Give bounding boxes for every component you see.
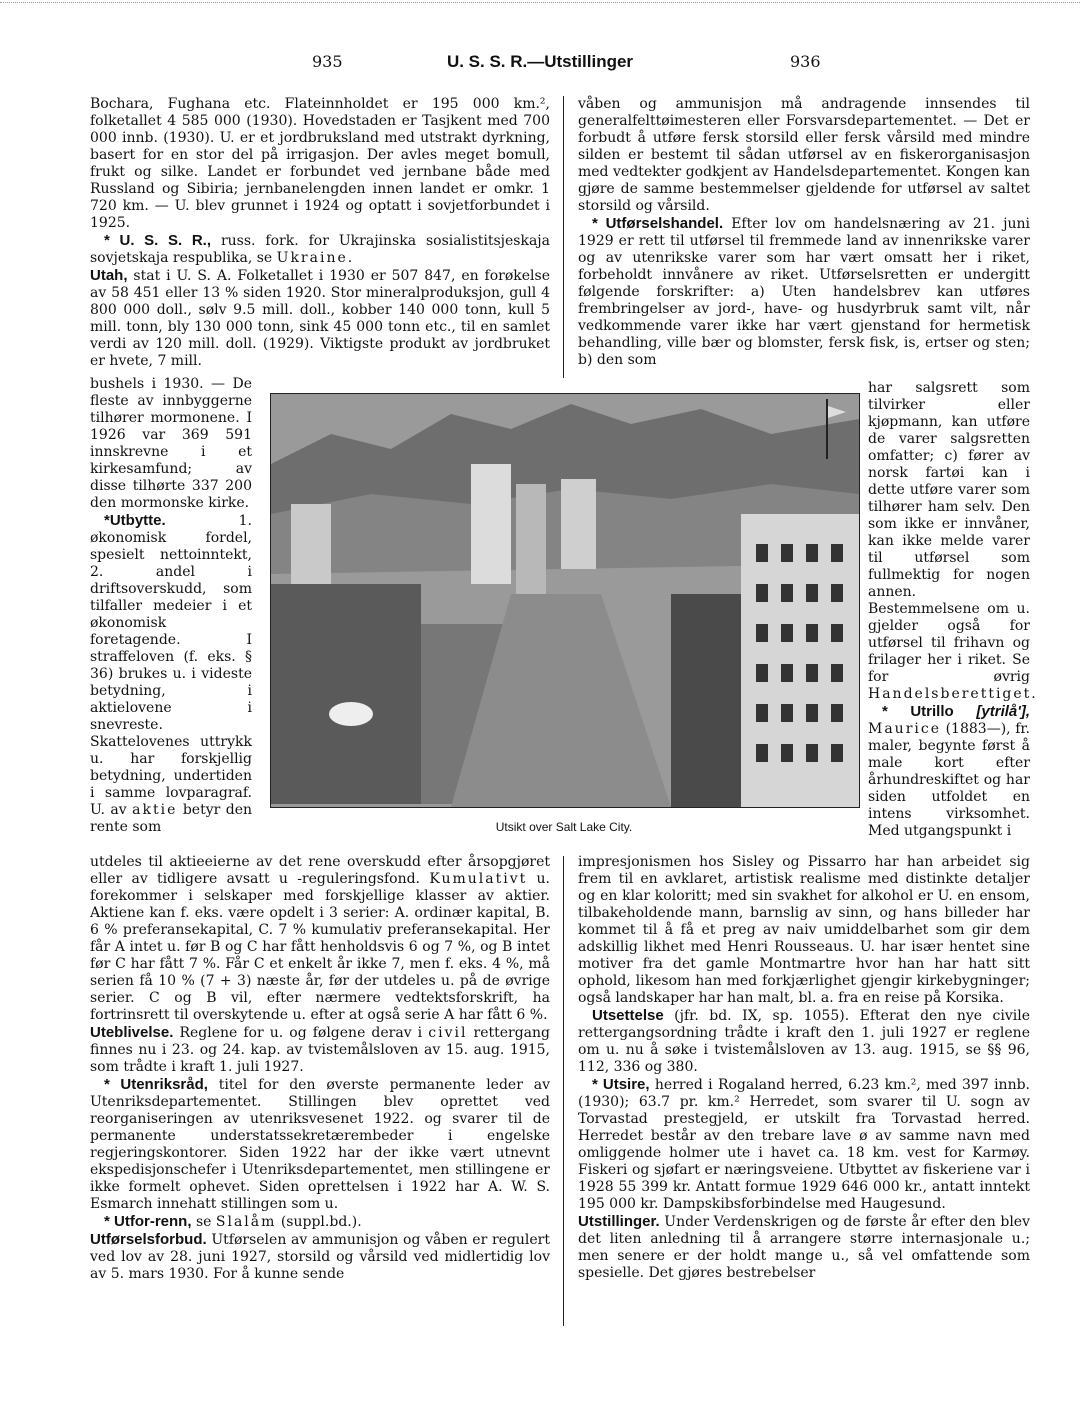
entry-utrillo-cont: impresjonismen hos Sisley og Pissarro har han arbeidet sig frem til en avklaret, artistisk realisme med distinkte detaljer og en klar koloritt; med sin svakhet for alkohol er U. en ensom, tilbakeholdende mann, barnslig av sinn, og hans billeder har kommet til å få et preg av naiv umiddelbarhet som gir dem adskillig likhet med Henri Rousseaus. U. har især hentet sine motiver fra det gamle Montmartre hvor han har hatt sitt ophold, likesom han med forkjærlighet gjengir kirkebygninger; også landskaper har han malt, bl. a. fra en reise på Korsika.: [578, 854, 1030, 1006]
headword-utah: Utah,: [90, 267, 128, 284]
name-maurice: Maurice: [868, 721, 941, 737]
entry-utrillo: [868, 703, 1030, 840]
entry-utfor-renn: [90, 1213, 550, 1231]
entry-utrillo-text: (1883—), fr. maler, begynte først å male kort efter århundreskiftet og har siden utfoldet en intens virksomhet. Med utgangspunkt i: [868, 721, 1030, 839]
left-column-top: [90, 96, 550, 370]
page-number-right: 936: [790, 52, 821, 71]
entry-ussr-text: russ. fork. for Ukrajinska sosialistitsjeskaja sovjetskaja respublika, se: [90, 233, 550, 266]
city-illustration: [271, 394, 859, 807]
page-number-left: 935: [312, 52, 343, 71]
headword-utsettelse: Utsettelse: [592, 1007, 664, 1024]
photo-salt-lake-city: [270, 393, 860, 808]
running-title: U. S. S. R.—Utstillinger: [446, 52, 634, 71]
entry-utsettelse-text: (jfr. bd. IX, sp. 1055). Efterat den nye civile rettergangsordning trådte i kraft den 1. juli 1927 er reglene om u. nu å søke i tvistemålsloven av 13. aug. 1915, se §§ 96, 112, 336 og 380.: [578, 1008, 1030, 1075]
right-column-bottom: [578, 854, 1030, 1282]
entry-uteblivelse-text: Reglene for u. og følgene derav i: [173, 1025, 423, 1041]
ref-slalam: Slalåm: [215, 1214, 277, 1230]
spaced-civil: civil: [428, 1025, 468, 1041]
headword-utforselshandel: * Utførselshandel.: [592, 215, 724, 232]
entry-ussr: [90, 232, 550, 267]
entry-utstillinger-text: Under Verdenskrigen og de første år efter den blev det liten anledning til å arrangere større internasjonale u.; men senere er der holdt mange u., så vel omfattende som spesielle. Det gjøres bestrebelser: [578, 1214, 1030, 1281]
column-rule-top: [563, 96, 564, 378]
headword-utsire: * Utsire,: [592, 1076, 650, 1093]
spaced-aktie: aktie: [132, 802, 178, 818]
entry-utsire-text: herred i Rogaland herred, 6.23 km.², med 397 innb. (1930); 63.7 pr. km.² Herredet, som svarer til U. sogn av Torvastad prestegjeld, er utskilt fra Torvastad herred. Herredet består av den trebare lave ø av samme navn med omliggende holmer ute i havet ca. 18 km. vest for Karmøy. Fiskeri og sjøfart er næringsveiene. Utbyttet av fiskeriene var i 1928 55 399 kr. Antatt formue 1929 646 000 kr., antatt inntekt 195 000 kr. Dampskibsforbindelse med Haugesund.: [578, 1077, 1030, 1212]
right-column-narrow: [868, 380, 1038, 840]
entry-utfor-renn-text: se: [191, 1214, 212, 1230]
headword-utstillinger: Utstillinger.: [578, 1213, 660, 1230]
entry-utforselsforbud: [90, 1231, 550, 1283]
left-column-bottom: [90, 854, 550, 1283]
ref-handelsberettiget: Handelsberettiget.: [868, 686, 1038, 702]
photo-caption: Utsikt over Salt Lake City.: [495, 820, 633, 834]
left-column-narrow: [90, 376, 252, 836]
entry-utfor-renn-text2: (suppl.bd.).: [276, 1214, 362, 1230]
entry-utah-text: stat i U. S. A. Folketallet i 1930 er 507 847, en forøkelse av 58 451 eller 13 % siden 1920. Stor mineralproduksjon, gull 4 800 000 doll., sølv 9.5 mill. doll., kobber 140 000 tonn, kull 5 mill. tonn, bly 130 000 tonn, sink 45 000 tonn etc., til en samlet verdi av 120 mill. doll. (1929). Viktigste produkt av jordbruket er hvete, 7 mill.: [90, 268, 550, 369]
entry-forbud-cont: våben og ammunisjon må andragende innsendes til generalfelttøimesteren eller Forsvarsdepartementet. — Det er forbudt å utføre fersk storsild eller fersk vårsild med mindre silden er bestemt til sådan utførsel av en fiskerorganisasjon med vedtekter godkjent av Handelsdepartementet. Kongen kan gjøre de samme bestemmelser gjeldende for utførsel av saltet storsild og vårsild.: [578, 96, 1030, 214]
entry-uteblivelse-text2: rettergang finnes nu i 23. og 24. kap. av tvistemålsloven av 15. aug. 1915, som trådte i kraft 1. juli 1927.: [90, 1025, 550, 1075]
entry-utforselshandel-text: Efter lov om handelsnæring av 21. juni 1929 er rett til utførsel til fremmede land av innenrikske varer og av utenrikske varer som har vært omsatt her i riket, forbeholdt innvånere av riket. Utførselsretten er undergitt følgende forskrifter: a) Uten handelsbrev kan utføres frembringelser av jord-, have- og husdyrbruk samt vilt, når vedkommende varer ikke har vært gjenstand for hermetisk behandling, ville bær og blomster, fersk fisk, is, ertser og sten; b) den som: [578, 216, 1030, 368]
uh-cont-text: har salgsrett som tilvirker eller kjøpmann, kan utføre de varer salgsretten omfatter; c) fører av norsk fartøi kan i dette utføre varer som tilhører ham selv. Den som ikke er innvåner, kan ikke melde varer til utførsel som fullmektig for nogen annen. Bestemmelsene om u. gjelder også for utførsel til frihavn og frilager her i riket. Se for øvrig: [868, 380, 1030, 685]
headword-utfor-renn: * Utfor-renn,: [104, 1213, 192, 1230]
entry-uzbek-tail: Bochara, Fughana etc. Flateinnholdet er 195 000 km.², folketallet 4 585 000 (1930). Hovedstaden er Tasjkent med 700 000 innb. (1930). U. er et jordbruksland med utstrakt dyrkning, basert for en stor del på irrigasjon. Der avles meget bomull, frukt og silke. Landet er forbundet ved jernbane både med Russland og Sibiria; jernbanelengden innen landet er omkr. 1 720 km. — U. blev grunnet i 1924 og optatt i sovjetforbundet i 1925.: [90, 96, 550, 231]
entry-utbytte-cont: [90, 854, 550, 1024]
pronunciation-utrillo: [ytrilå'],: [976, 703, 1030, 720]
entry-utah: [90, 267, 550, 370]
entry-uteblivelse: [90, 1024, 550, 1076]
headword-utforselsforbud: Utførselsforbud.: [90, 1231, 207, 1248]
entry-utenriksrad-text: titel for den øverste permanente leder av Utenriksdepartementet. Stillingen blev oprettet ved reorganiseringen av utenriksvesenet 1922. og svarer til de permanente understatssekretærembeder i engelske regjeringskontorer. Siden 1922 har der ikke vært utnevnt ekspedisjonschefer i Utenriksdepartementet, men stillingene er ikke formelt ophevet. Siden oprettelsen i 1922 har A. W. S. Esmarch innehatt stillingen som u.: [90, 1077, 550, 1212]
ref-ukraine: Ukraine.: [276, 250, 355, 266]
entry-utsettelse: [578, 1007, 1030, 1076]
entry-utforselshandel-cont: [868, 380, 1038, 703]
entry-utenriksrad: [90, 1076, 550, 1213]
top-rule: [0, 2, 1080, 3]
utbytte-full-text: utdeles til aktieeierne av det rene overskudd efter årsopgjøret eller av tidligere avsatt u -reguleringsfond.: [90, 854, 550, 887]
headword-utbytte: *Utbytte.: [104, 512, 166, 529]
headword-uteblivelse: Uteblivelse.: [90, 1024, 174, 1041]
entry-utbytte-text: 1. økonomisk fordel, spesielt nettoinntekt, 2. andel i driftsoverskudd, som tilfaller medeier i et økonomisk foretagende. I straffeloven (f. eks. § 36) brukes u. i videste betydning, i aktielovene i snevreste. Skattelovenes uttrykk u. har forskjellig betydning, undertiden i samme lovparagraf. U. av: [90, 513, 252, 818]
entry-utbytte-text2: betyr den rente som: [90, 802, 253, 835]
headword-utenriksrad: * Utenriksråd,: [104, 1076, 208, 1093]
headword-utrillo: * Utrillo: [882, 703, 954, 720]
entry-utah-cont: bushels i 1930. — De fleste av innbyggerne tilhører mormonene. I 1926 var 369 591 innskrevne i et kirkesamfund; av disse tilhørte 337 200 den mormonske kirke.: [90, 376, 252, 511]
entry-utforselsforbud-text: Utførselen av ammunisjon og våben er regulert ved lov av 28. juni 1927, storsild og vårsild ved midlertidig lov av 5. mars 1930. For å kunne sende: [90, 1232, 550, 1282]
entry-utsire: [578, 1076, 1030, 1213]
entry-utbytte: [90, 512, 252, 836]
spaced-kumulativt: Kumulativt: [429, 871, 528, 887]
entry-utstillinger: [578, 1213, 1030, 1282]
column-rule-bottom: [563, 856, 564, 1326]
headword-ussr: * U. S. S. R.,: [104, 232, 212, 249]
utbytte-full-text2: u. forekommer i selskaper med forskjellige klasser av aktier. Aktiene kan f. eks. være opdelt i 3 serier: A. ordinær kapital, B. 6 % preferansekapital, C. 7 % kumulativ preferansekapital. Her får A intet u. før B og C har fått henholdsvis 6 og 7 %, og B intet før C har fått 7 %. Får C et enkelt år ikke 7, men f. eks. 4 %, må serien få 10 % (7 + 3) næste år, før der utdeles u. på de øvrige serier. C og B vil, efter nærmere vedtektsforskrift, ha fortrinsrett til overskytende u. efter at også serie A har fått 6 %.: [90, 871, 550, 1023]
right-column-top: [578, 96, 1030, 369]
entry-utforselshandel: [578, 215, 1030, 369]
